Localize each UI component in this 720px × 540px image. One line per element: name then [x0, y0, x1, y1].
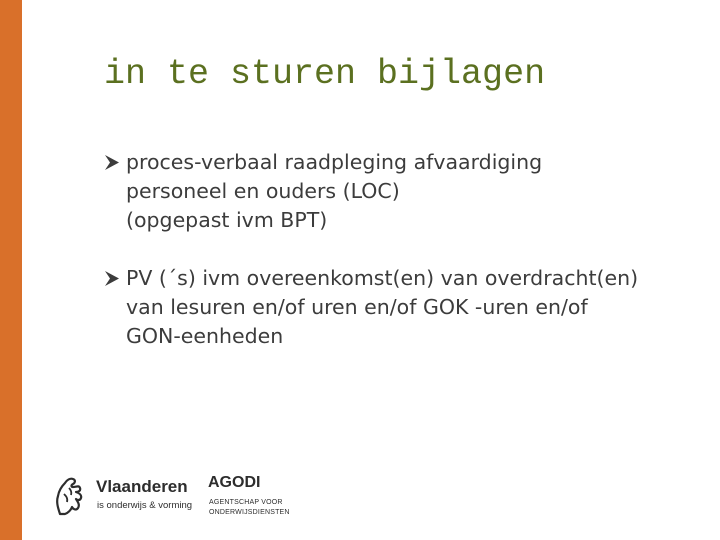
bullet-item — [104, 264, 704, 351]
agodi-name: AGODI — [208, 474, 261, 491]
vlaanderen-name: Vlaanderen — [96, 477, 188, 496]
agodi-subtitle-line: ONDERWIJSDIENSTEN — [209, 509, 290, 516]
vlaanderen-tagline: is onderwijs & vorming — [97, 500, 193, 511]
flemish-lion-icon — [52, 474, 88, 518]
arrow-bullet-icon — [104, 148, 126, 177]
bullet-list — [104, 148, 704, 380]
bullet-line: proces-verbaal raadpleging afvaardiging — [126, 150, 543, 174]
accent-sidebar — [0, 0, 22, 540]
bullet-line: (opgepast ivm BPT) — [126, 208, 328, 232]
agodi-subtitle-line: AGENTSCHAP VOOR — [209, 499, 283, 506]
bullet-line: van lesuren en/of uren en/of GOK -uren en/of — [126, 295, 588, 319]
bullet-line: GON-eenheden — [126, 324, 284, 348]
bullet-text — [126, 264, 638, 351]
bullet-text — [126, 148, 542, 235]
agodi-subtitle — [209, 498, 290, 518]
agodi-logo — [208, 474, 318, 524]
bullet-item — [104, 148, 704, 235]
arrow-bullet-icon — [104, 264, 126, 293]
vlaanderen-logo — [52, 470, 202, 522]
slide-title: in te sturen bijlagen — [104, 54, 546, 94]
bullet-line: PV (´s) ivm overeenkomst(en) van overdracht(en) — [126, 266, 639, 290]
bullet-line: personeel en ouders (LOC) — [126, 179, 400, 203]
